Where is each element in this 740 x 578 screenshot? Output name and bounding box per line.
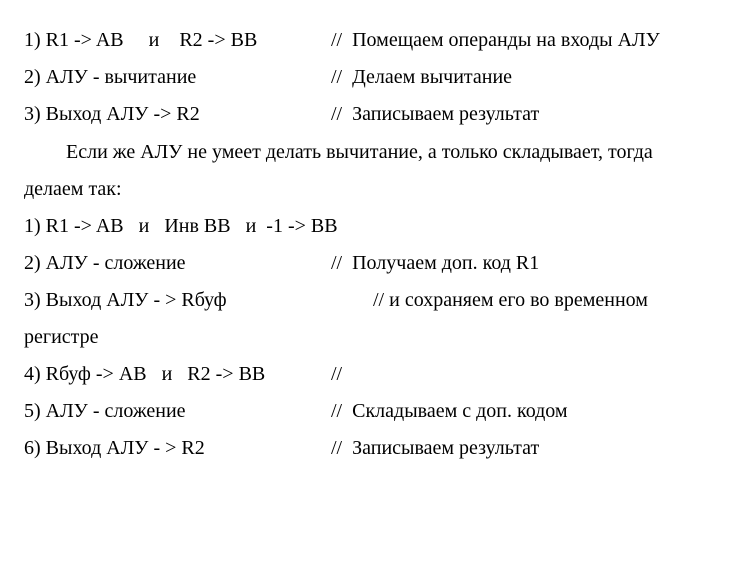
step-line [0,393,740,430]
step-comment: // Помещаем операнды на входы АЛУ [331,29,660,51]
paragraph-text: делаем так: [24,178,122,200]
step-line [0,356,740,393]
step-code: 6) Выход АЛУ - > R2 [24,437,205,459]
step-line [0,430,740,467]
step-comment: // Складываем с доп. кодом [331,400,568,422]
step-comment: // Делаем вычитание [331,66,513,88]
paragraph-line [0,134,740,171]
step-line [0,96,740,133]
step-comment: // Записываем результат [331,437,540,459]
step-code: 2) АЛУ - сложение [24,252,186,274]
step-line [0,208,740,245]
step-code: 1) R1 -> AB и R2 -> BB [24,29,258,51]
step-line [0,245,740,282]
step-line [0,22,740,59]
step-comment: // и сохраняем его во временном [373,289,648,311]
step-comment: // Записываем результат [331,103,540,125]
step-code: 4) Rбуф -> AB и R2 -> BB [24,363,266,385]
step-comment: // [331,363,343,385]
paragraph-line [0,171,740,208]
paragraph-text: Если же АЛУ не умеет делать вычитание, а только складывает, тогда [66,141,653,163]
step-line [0,59,740,96]
step-code: 1) R1 -> AB и Инв BB и -1 -> BB [24,215,338,237]
step-line [0,282,740,319]
step-code: 2) АЛУ - вычитание [24,66,197,88]
step-code: 3) Выход АЛУ -> R2 [24,103,200,125]
continuation-text: регистре [24,326,99,348]
step-comment: // Получаем доп. код R1 [331,252,540,274]
continuation-line [0,319,740,356]
step-code: 5) АЛУ - сложение [24,400,186,422]
step-code: 3) Выход АЛУ - > Rбуф [24,289,227,311]
